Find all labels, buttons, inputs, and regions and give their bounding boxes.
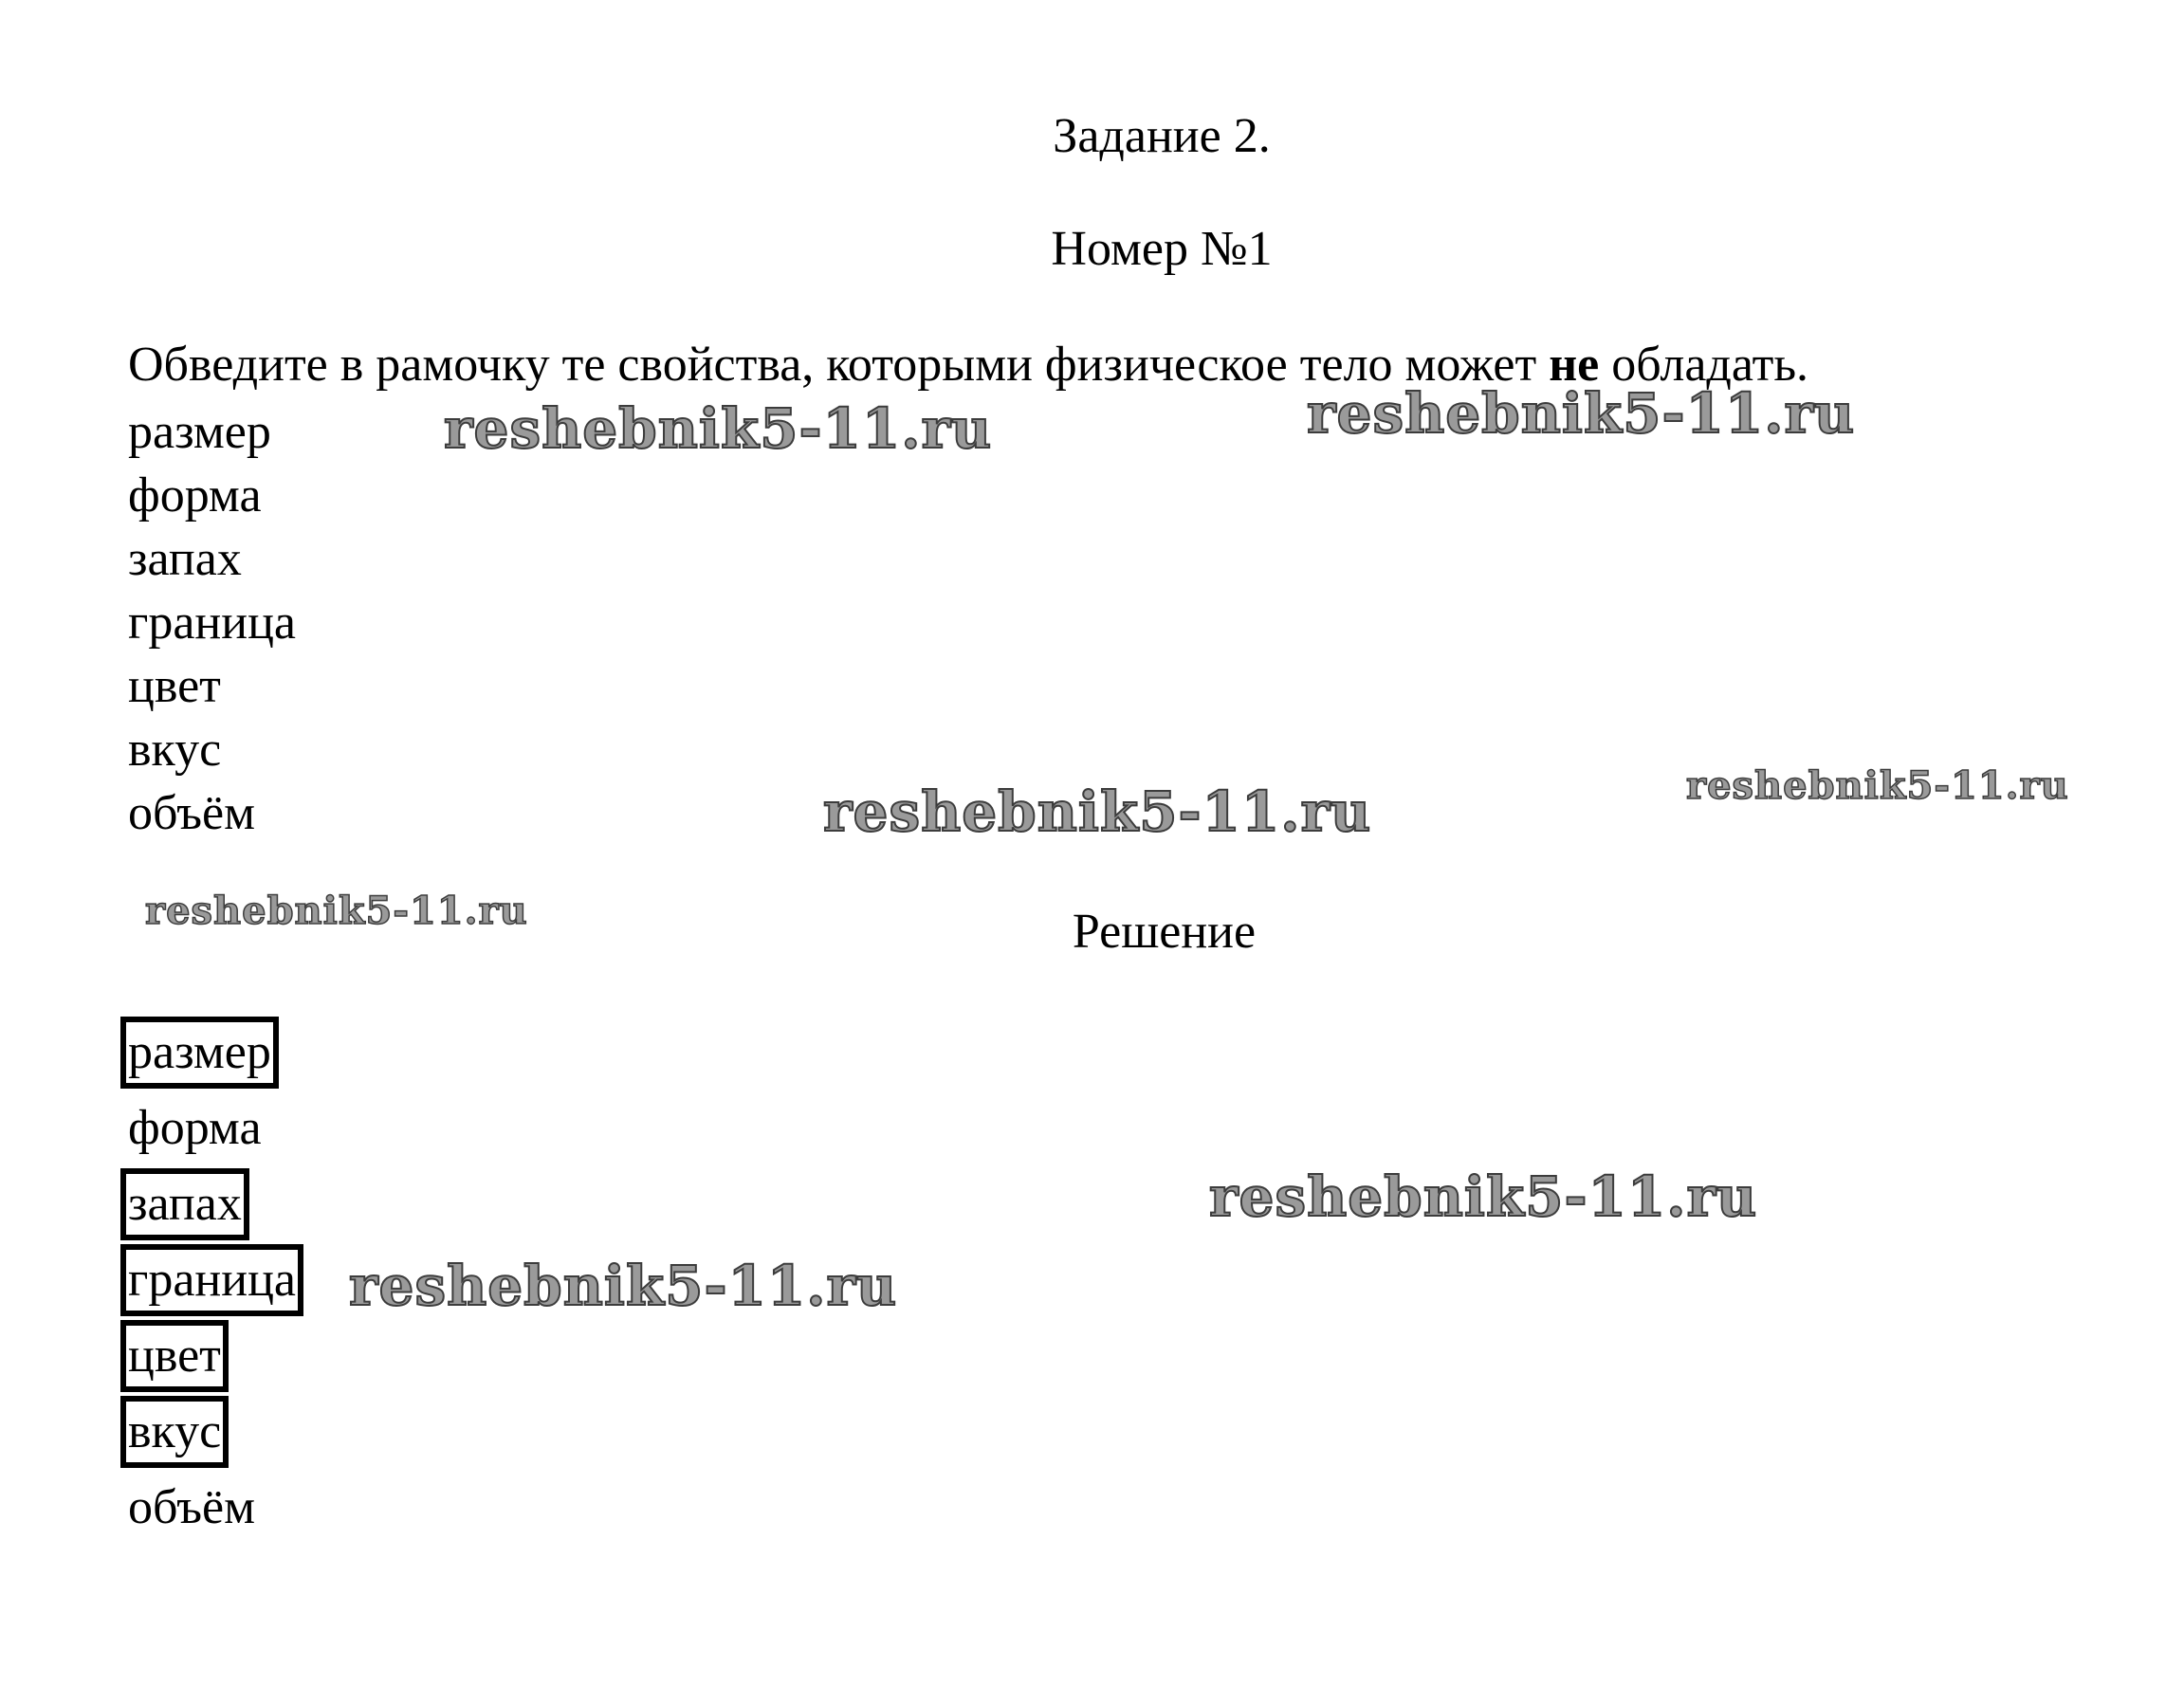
question-word: вкус	[128, 723, 222, 777]
question-item	[128, 651, 303, 714]
watermark: reshebnik5-11.ru	[823, 779, 1372, 844]
answer-word: вкус	[120, 1396, 229, 1468]
answer-item	[128, 1470, 303, 1546]
answer-word: граница	[120, 1244, 303, 1316]
question-item	[128, 587, 303, 651]
question-word: цвет	[128, 659, 221, 713]
watermark: reshebnik5-11.ru	[1209, 1164, 1758, 1229]
watermark: reshebnik5-11.ru	[444, 396, 993, 461]
question-word-list	[128, 396, 303, 841]
watermark: reshebnik5-11.ru	[1307, 381, 1856, 446]
answer-item	[128, 1091, 303, 1166]
question-word: объём	[128, 786, 256, 840]
answer-word: форма	[128, 1101, 262, 1155]
answer-item	[128, 1242, 303, 1318]
instruction-text-start: Обведите в рамочку те свойства, которыми физическое тело может	[128, 338, 1550, 392]
answer-item	[128, 1394, 303, 1470]
question-item	[128, 714, 303, 778]
solution-heading: Решение	[1072, 905, 1257, 959]
question-word: запах	[128, 532, 242, 586]
question-item	[128, 778, 303, 841]
question-word: форма	[128, 468, 262, 522]
question-item	[128, 460, 303, 523]
answer-item	[128, 1318, 303, 1394]
instruction-emphasis: не	[1549, 338, 1600, 392]
watermark: reshebnik5-11.ru	[145, 889, 528, 933]
instruction-text-end: обладать.	[1599, 338, 1809, 392]
answer-word-list	[128, 1015, 303, 1546]
answer-word: цвет	[120, 1320, 229, 1392]
question-item	[128, 396, 303, 460]
answer-item	[128, 1015, 303, 1091]
answer-item	[128, 1166, 303, 1242]
task-title: Задание 2.	[1053, 109, 1271, 163]
answer-word: размер	[120, 1017, 279, 1089]
question-word: граница	[128, 596, 296, 650]
question-item	[128, 523, 303, 587]
watermark: reshebnik5-11.ru	[1686, 763, 2069, 808]
answer-word: запах	[120, 1168, 249, 1240]
task-number: Номер №1	[1051, 222, 1273, 276]
question-word: размер	[128, 405, 271, 459]
watermark: reshebnik5-11.ru	[349, 1254, 898, 1318]
answer-word: объём	[128, 1480, 256, 1534]
